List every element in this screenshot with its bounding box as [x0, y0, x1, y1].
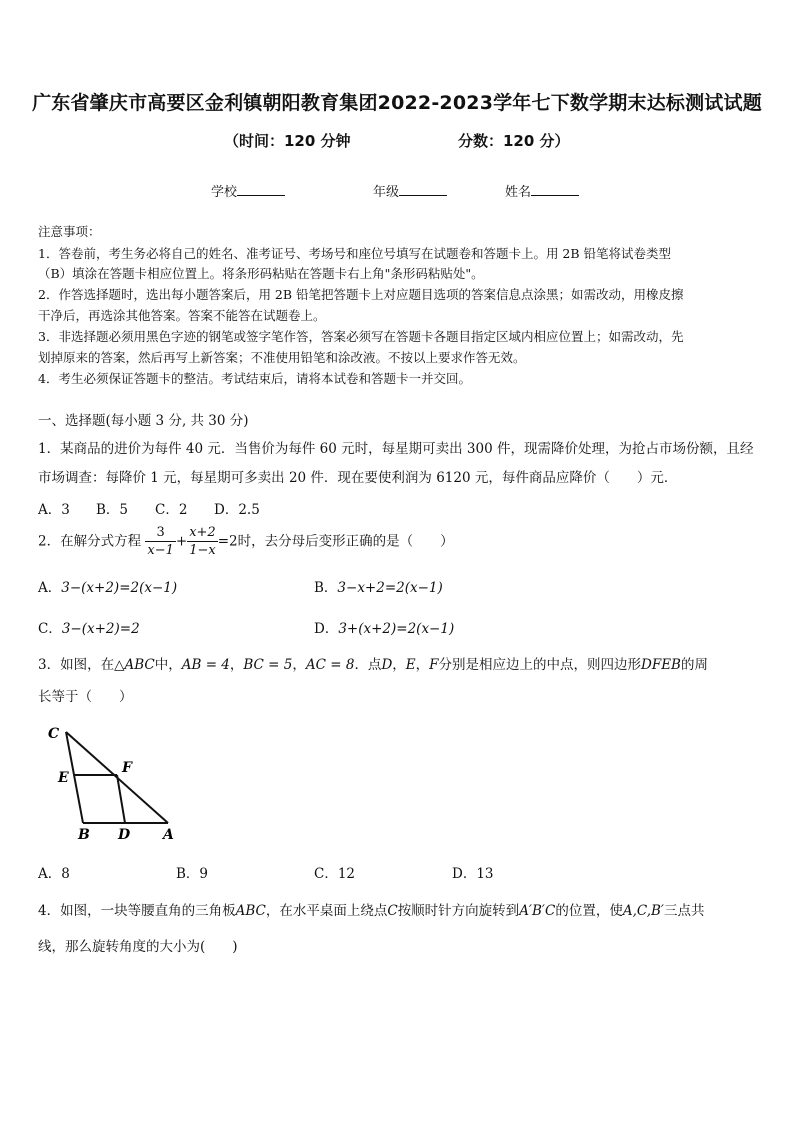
q4-abc-prime: A′B′C: [519, 903, 556, 919]
school-label: 学校: [211, 185, 238, 200]
q1-line-2: 市场调查：每降价 1 元，每星期可多卖出 20 件．现在要使利润为 6120 元，每件商品应降价（ ）元．: [38, 470, 678, 486]
q2-option-d: [314, 617, 454, 637]
q4-abc: ABC: [235, 903, 266, 919]
q2-stem: [38, 524, 454, 559]
note-4: 4．考生必须保证答题卡的整洁。考试结束后，请将本试卷和答题卡一并交回。: [38, 371, 471, 386]
label-f: F: [122, 760, 132, 776]
q4-points-acb: A,C,B′: [622, 903, 664, 919]
q4-text-3: 按顺时针方向旋转到: [397, 903, 520, 919]
q2-option-b-expr: 3−x+2=2(x−1): [337, 580, 443, 596]
q3-triangle-figure: [40, 718, 190, 846]
name-field: [505, 181, 579, 200]
note-1-line-2: （B）填涂在答题卡相应位置上。将条形码粘贴在答题卡右上角"条形码粘贴处"。: [38, 266, 484, 281]
q2-option-c-expr: 3−(x+2)=2: [61, 621, 140, 637]
q4-line-1: [38, 899, 705, 919]
q2-option-d-label: D．: [314, 621, 339, 637]
grade-blank[interactable]: [399, 183, 447, 196]
q3-comma-3: ，: [392, 657, 406, 673]
q2-option-a-label: A．: [38, 580, 62, 596]
label-d: D: [118, 827, 131, 843]
q4-text-4: 的位置，使: [555, 903, 623, 919]
q1-option-d: D．2.5: [214, 502, 260, 518]
q3-text-1: 3．如图，在: [38, 657, 115, 673]
q4-text-1: 4．如图，一块等腰直角的三角板: [38, 903, 236, 919]
q2-option-b: [314, 576, 443, 596]
note-3-line-1: 3．非选择题必须用黑色字迹的钢笔或签字笔作答，答案必须写在答题卡各题目指定区域内相应位置上；如需改动，先: [38, 329, 684, 344]
q3-option-c: C．12: [314, 866, 356, 882]
q4-text-5: 三点共: [664, 903, 705, 919]
q3-ac: AC = 8: [305, 657, 355, 673]
q4-text-2: ，在水平桌面上绕点: [265, 903, 388, 919]
q1-line-1: 1．某商品的进价为每件 40 元．当售价为每件 60 元时，每星期可卖出 300 件，现需降价处理，为抢占市场份额，且经: [38, 441, 754, 457]
q2-option-a-expr: 3−(x+2)=2(x−1): [61, 580, 178, 596]
note-2-line-2: 干净后，再选涂其他答案。答案不能答在试题卷上。: [38, 308, 326, 323]
q2-option-a: [38, 576, 177, 596]
exam-score: 分数：120 分）: [458, 132, 570, 150]
q3-text-2: 中，: [154, 657, 182, 673]
note-2-line-1: 2．作答选择题时，选出每小题答案后，用 2B 铅笔把答题卡上对应题目选项的答案信息点涂黑；如需改动，用橡皮擦: [38, 287, 684, 302]
q2-plus: +: [175, 533, 188, 550]
q2-fraction-1: [145, 524, 176, 559]
q2-frac1-denominator: x−1: [147, 543, 174, 558]
q3-quadrilateral: DFEB: [641, 657, 681, 673]
q3-text-3: ．点: [354, 657, 382, 673]
q3-option-a: A．8: [38, 866, 70, 882]
q3-point-f: F: [429, 657, 439, 673]
q4-point-c: C: [387, 903, 398, 919]
q3-point-e: E: [405, 657, 416, 673]
q3-option-b: B．9: [176, 866, 209, 882]
notes-heading: 注意事项：: [38, 224, 101, 239]
q2-suffix: =2时，去分母后变形正确的是（ ）: [217, 533, 454, 550]
q2-option-c-label: C．: [38, 621, 62, 637]
label-c: C: [48, 726, 60, 742]
q3-triangle: △ABC: [114, 657, 155, 673]
note-3-line-2: 划掉原来的答案，然后再写上新答案；不准使用铅笔和涂改液。不按以上要求作答无效。: [38, 350, 526, 365]
q2-option-d-expr: 3+(x+2)=2(x−1): [338, 621, 455, 637]
q3-comma-4: ，: [415, 657, 430, 673]
q2-option-b-label: B．: [314, 580, 338, 596]
name-label: 姓名: [505, 185, 532, 200]
q3-ab: AB = 4: [181, 657, 230, 673]
label-b: B: [78, 827, 90, 843]
q3-comma-1: ，: [229, 657, 244, 673]
note-1-line-1: 1．答卷前，考生务必将自己的姓名、准考证号、考场号和座位号填写在试题卷和答题卡上。用 2B 铅笔将试卷类型: [38, 246, 672, 261]
q3-text-4: 分别是相应边上的中点，则四边形: [438, 657, 641, 673]
section-1-heading: 一、选择题(每小题 3 分, 共 30 分): [38, 413, 249, 429]
q3-line-1: [38, 653, 708, 673]
q3-option-d: D．13: [452, 866, 494, 882]
q2-frac2-numerator: x+2: [189, 525, 216, 540]
label-a: A: [163, 827, 174, 843]
school-blank[interactable]: [237, 183, 285, 196]
school-field: [211, 181, 285, 200]
name-blank[interactable]: [531, 183, 579, 196]
q3-point-d: D: [381, 657, 393, 673]
q2-option-c: [38, 617, 140, 637]
q3-bc: BC = 5: [243, 657, 293, 673]
q3-text-5: 的周: [680, 657, 708, 673]
exam-time: （时间：120 分钟: [224, 132, 351, 150]
q1-option-c: C．2: [155, 502, 188, 518]
grade-label: 年级: [373, 185, 400, 200]
q4-line-2: 线，那么旋转角度的大小为( ): [38, 939, 238, 955]
q2-frac1-numerator: 3: [145, 524, 176, 542]
grade-field: [373, 181, 447, 200]
q2-fraction-2: [187, 524, 218, 559]
q3-line-2: 长等于（ ）: [38, 689, 133, 705]
q1-option-b: B．5: [96, 502, 129, 518]
q2-prefix: 2．在解分式方程: [38, 533, 142, 550]
exam-title: 广东省肇庆市高要区金利镇朝阳教育集团2022-2023学年七下数学期末达标测试试题: [32, 92, 762, 114]
label-e: E: [58, 770, 69, 786]
q3-comma-2: ，: [292, 657, 306, 673]
q1-option-a: A．3: [38, 502, 70, 518]
q2-frac2-denominator: 1−x: [189, 543, 216, 558]
